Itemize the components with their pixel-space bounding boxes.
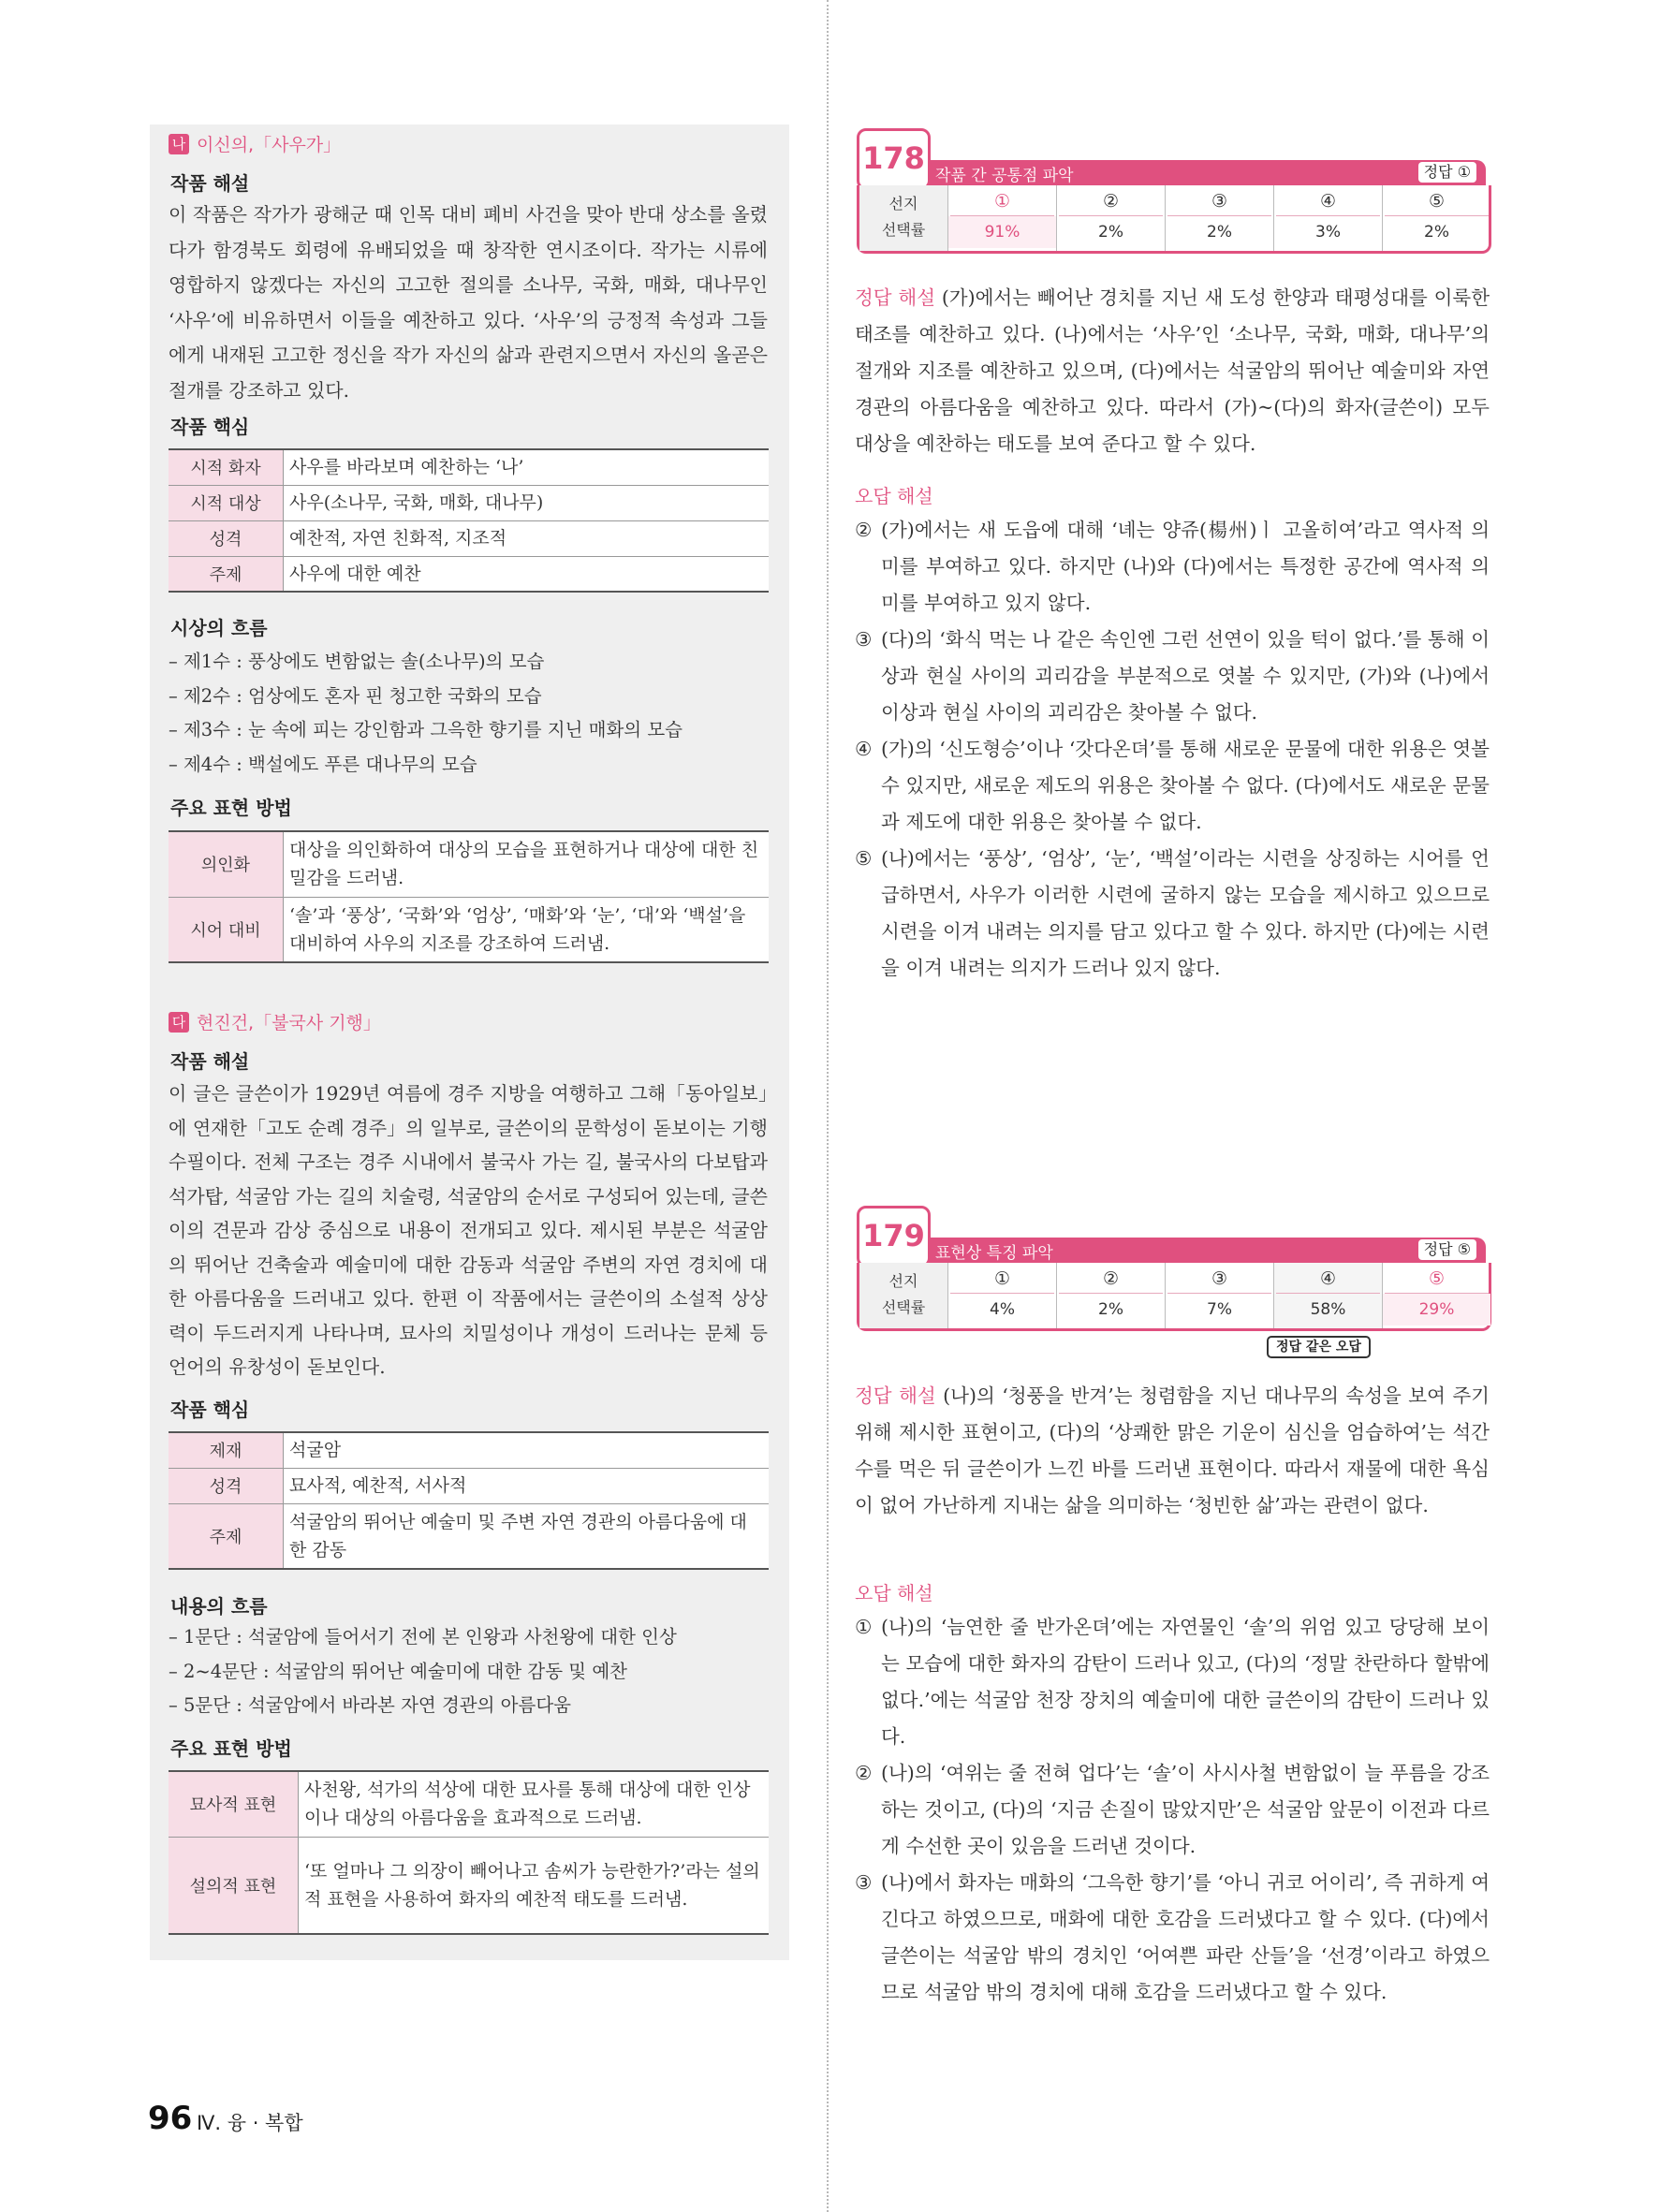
wrong-heading-179: 오답 해설 xyxy=(855,1582,933,1604)
column-divider xyxy=(827,0,829,2212)
question-number: 178 xyxy=(857,128,931,190)
choice-number: ③ xyxy=(1167,185,1271,216)
core-row xyxy=(169,1468,769,1503)
method-value: 사천왕, 석가의 석상에 대한 묘사를 통해 대상에 대한 인상이나 대상의 아름다움을 효과적으로 드러냄. xyxy=(299,1771,770,1837)
flow-heading-da: 내용의 흐름 xyxy=(170,1595,268,1618)
rate-cell xyxy=(1165,1263,1273,1328)
analysis-text-da: 이 글은 글쓴이가 1929년 여름에 경주 지방을 여행하고 그해「동아일보」에 연재한「고도 순례 경주」의 일부로, 글쓴이의 문학성이 돋보이는 기행 수필이다. 전체 구조는 경주 시내에서 불국사 가는 길, 불국사의 다보탑과 석가탑, 석굴암 가는 길의 치술령, 석굴암의 순서로 구성되어 있는데, 글쓴이의 견문과 감상 중심으로 내용이 전개되고 있다. 제시된 부분은 석굴암의 뛰어난 건축술과 예술미에 대한 감동과 석굴암 주변의 자연 경치에 대한 아름다움을 드러내고 있다. 한편 이 작품에서는 글쓴이의 소설적 상상력이 두드러지게 나타나며, 묘사의 치밀성이나 개성이 드러나는 문체 등 언어의 유창성이 돋보인다. xyxy=(169,1082,768,1378)
core-label: 제재 xyxy=(169,1432,284,1468)
flow-list-na xyxy=(169,645,777,782)
correct-text: (나)의 ‘청풍을 반겨’는 청렴함을 지닌 대나무의 속성을 보여 주기 위해 제시한 표현이고, (다)의 ‘상쾌한 맑은 기운이 심신을 엄습하여’는 석간수를 먹은 뒤 글쓴이가 느낀 바를 드러낸 표현이다. 따라서 재물에 대한 욕심이 없어 가난하게 지내는 삶을 의미하는 ‘청빈한 삶’과는 관련이 없다. xyxy=(855,1384,1490,1516)
wrong-item xyxy=(855,841,1490,987)
method-value: ‘또 얼마나 그 의장이 빼어나고 솜씨가 능란한가?’라는 설의적 표현을 사용하여 화자의 예찬적 태도를 드러냄. xyxy=(299,1837,770,1934)
same-wrong-badge: 정답 같은 오답 xyxy=(1267,1336,1371,1358)
wrong-mark: ② xyxy=(855,1762,873,1784)
choice-rate: 2% xyxy=(1207,223,1232,242)
correct-explanation-179 xyxy=(855,1378,1490,1524)
wrong-mark: ③ xyxy=(855,1871,873,1894)
rate-cell xyxy=(1382,185,1490,251)
correct-heading: 정답 해설 xyxy=(855,1384,936,1407)
rate-cell xyxy=(1165,185,1273,251)
rate-cell xyxy=(1056,1263,1165,1328)
wrong-item xyxy=(855,512,1490,622)
work-heading-na xyxy=(169,131,341,156)
flow-item: – 제4수 : 백설에도 푸른 대나무의 모습 xyxy=(169,753,477,775)
question-title: 표현상 특징 파악 xyxy=(935,1244,1053,1263)
core-value: 석굴암의 뛰어난 예술미 및 주변 자연 경관의 아름다움에 대한 감동 xyxy=(284,1503,770,1569)
core-row xyxy=(169,520,769,556)
wrong-text: (나)의 ‘늠연한 줄 반가온뎌’에는 자연물인 ‘솔’의 위엄 있고 당당해 보이는 모습에 대한 화자의 감탄이 드러나 있고, (다)의 ‘정말 찬란하다 할밖에 없다.’에는 석굴암 천장 장치의 예술미에 대한 글쓴이의 감탄이 드러나 있다. xyxy=(881,1616,1490,1748)
wrong-text: (가)에서는 새 도읍에 대해 ‘녜는 양쥬(楊州)ㅣ 고올히여’라고 역사적 의미를 부여하고 있다. 하지만 (나)와 (다)에서는 특정한 공간에 역사적 의미를 부여하고 있지 않다. xyxy=(881,519,1490,614)
rate-cell xyxy=(947,1263,1056,1328)
choice-rate: 2% xyxy=(1098,223,1123,242)
row-labels xyxy=(859,1263,947,1328)
rate-grid xyxy=(947,185,1490,251)
work-heading-da xyxy=(169,1009,381,1034)
method-value: 대상을 의인화하여 대상의 모습을 표현하거나 대상에 대한 친밀감을 드러냄. xyxy=(284,831,770,897)
method-table-da xyxy=(169,1770,769,1935)
method-value: ‘솔’과 ‘풍상’, ‘국화’와 ‘엄상’, ‘매화’와 ‘눈’, ‘대’와 ‘백설’을 대비하여 사우의 지조를 강조하여 드러냄. xyxy=(284,897,770,962)
choice-rate: 3% xyxy=(1315,223,1341,242)
method-label: 의인화 xyxy=(169,831,284,897)
core-value: 예찬적, 자연 친화적, 지조적 xyxy=(284,520,770,556)
wrong-text: (나)의 ‘여위는 줄 전혀 업다’는 ‘솔’이 사시사철 변함없이 늘 푸름을 강조하는 것이고, (다)의 ‘지금 손질이 많았지만’은 석굴암 앞문이 이전과 다르게 수선한 곳이 있음을 드러낸 것이다. xyxy=(881,1762,1490,1857)
wrong-text: (다)의 ‘화식 먹는 나 같은 속인엔 그런 선연이 있을 턱이 없다.’를 통해 이상과 현실 사이의 괴리감을 부분적으로 엿볼 수 있지만, (가)와 (나)에서 이상과 현실 사이의 괴리감은 찾아볼 수 없다. xyxy=(881,628,1490,724)
wrong-mark: ④ xyxy=(855,738,873,760)
work-tag-na: 나 xyxy=(169,134,189,154)
wrong-text: (나)에서 화자는 매화의 ‘그윽한 향기’를 ‘아니 귀코 어이리’, 즉 귀하게 여긴다고 하였으므로, 매화에 대한 호감을 드러냈다고 할 수 있다. (다)에서 글쓴이는 석굴암 밖의 경치인 ‘어여쁜 파란 산들’을 ‘선경’이라고 하였으므로 석굴암 밖의 경치에 대해 호감을 드러냈다고 할 수 있다. xyxy=(881,1871,1490,2003)
correct-explanation-178 xyxy=(855,280,1490,462)
analysis-heading-na: 작품 해설 xyxy=(170,172,250,195)
page-number: 96 xyxy=(148,2100,193,2137)
choice-number: ③ xyxy=(1167,1263,1271,1294)
rate-cell xyxy=(1056,185,1165,251)
core-row xyxy=(169,1503,769,1569)
method-row xyxy=(169,1771,769,1837)
core-row xyxy=(169,1432,769,1468)
method-label: 묘사적 표현 xyxy=(169,1771,299,1837)
rate-cell xyxy=(1382,1263,1490,1328)
row-labels xyxy=(859,185,947,251)
core-label: 주제 xyxy=(169,556,284,592)
choice-rate: 91% xyxy=(948,216,1056,248)
question-179-header xyxy=(857,1206,1490,1354)
choice-number: ④ xyxy=(1276,185,1380,216)
method-row xyxy=(169,1837,769,1934)
wrong-item xyxy=(855,622,1490,731)
core-value: 사우를 바라보며 예찬하는 ‘나’ xyxy=(284,449,770,485)
choice-rate: 29% xyxy=(1383,1294,1490,1326)
method-row xyxy=(169,831,769,897)
work-title-na: 이신의,「사우가」 xyxy=(197,135,342,155)
core-value: 석굴암 xyxy=(284,1432,770,1468)
row-label-rate: 선택률 xyxy=(881,221,926,239)
method-row xyxy=(169,897,769,962)
core-row xyxy=(169,485,769,520)
question-number: 179 xyxy=(857,1206,931,1267)
choice-rate: 7% xyxy=(1207,1300,1232,1319)
method-label: 시어 대비 xyxy=(169,897,284,962)
wrong-mark: ① xyxy=(855,1616,873,1638)
answer-badge: 정답 ① xyxy=(1418,162,1476,183)
wrong-mark: ⑤ xyxy=(855,847,873,870)
choice-number: ① xyxy=(950,1263,1054,1294)
rate-grid xyxy=(947,1263,1490,1328)
rate-cell xyxy=(947,185,1056,251)
rate-cell xyxy=(1273,1263,1382,1328)
analysis-text-na: 이 작품은 작가가 광해군 때 인목 대비 폐비 사건을 맞아 반대 상소를 올렸다가 함경북도 회령에 유배되었을 때 창작한 연시조이다. 작가는 시류에 영합하지 않겠다는 자신의 고고한 절의를 소나무, 국화, 매화, 대나무인 ‘사우’에 비유하면서 이들을 예찬하고 있다. ‘사우’의 긍정적 속성과 그들에게 내재된 고고한 정신을 작가 자신의 삶과 관련지으면서 자신의 올곧은 절개를 강조하고 있다. xyxy=(169,203,768,402)
flow-item: – 2~4문단 : 석굴암의 뛰어난 예술미에 대한 감동 및 예찬 xyxy=(169,1660,627,1682)
choice-number: ① xyxy=(950,185,1054,216)
method-heading-na: 주요 표현 방법 xyxy=(170,797,292,819)
choice-number: ④ xyxy=(1276,1263,1380,1294)
section-label: Ⅳ. 융 · 복합 xyxy=(197,2112,303,2134)
row-label-rate: 선택률 xyxy=(881,1298,926,1316)
rate-cell xyxy=(1273,185,1382,251)
core-row xyxy=(169,556,769,592)
flow-item: – 5문단 : 석굴암에서 바라본 자연 경관의 아름다움 xyxy=(169,1694,572,1716)
choice-rate: 2% xyxy=(1424,223,1449,242)
choice-number: ⑤ xyxy=(1385,1263,1489,1294)
question-178-header xyxy=(857,128,1490,276)
choice-rate: 4% xyxy=(990,1300,1015,1319)
flow-heading-na: 시상의 흐름 xyxy=(170,617,268,639)
analysis-heading-da: 작품 해설 xyxy=(170,1050,250,1073)
core-heading-da: 작품 핵심 xyxy=(170,1399,250,1421)
wrong-item xyxy=(855,1755,1490,1865)
choice-number: ⑤ xyxy=(1385,185,1489,216)
choice-number: ② xyxy=(1059,1263,1163,1294)
core-value: 사우에 대한 예찬 xyxy=(284,556,770,592)
core-label: 시적 대상 xyxy=(169,485,284,520)
row-label-choice: 선지 xyxy=(888,1272,918,1290)
flow-item: – 제1수 : 풍상에도 변함없는 솔(소나무)의 모습 xyxy=(169,651,545,672)
core-table-da xyxy=(169,1431,769,1570)
choice-number: ② xyxy=(1059,185,1163,216)
wrong-heading-178: 오답 해설 xyxy=(855,485,933,507)
selection-rate-table xyxy=(857,185,1491,254)
choice-rate: 58% xyxy=(1310,1300,1346,1319)
core-label: 주제 xyxy=(169,1503,284,1569)
flow-item: – 제3수 : 눈 속에 피는 강인함과 그윽한 향기를 지닌 매화의 모습 xyxy=(169,719,683,740)
method-heading-da: 주요 표현 방법 xyxy=(170,1737,292,1760)
wrong-text: (나)에서는 ‘풍상’, ‘엄상’, ‘눈’, ‘백설’이라는 시련을 상징하는 시어를 언급하면서, 사우가 이러한 시련에 굴하지 않는 모습을 제시하고 있으므로 시련을 이겨 내려는 의지를 담고 있다고 할 수 있다. 하지만 (다)에는 시련을 이겨 내려는 의지가 드러나 있지 않다. xyxy=(881,847,1490,979)
question-title: 작품 간 공통점 파악 xyxy=(935,167,1074,185)
core-table-na xyxy=(169,448,769,593)
work-title-da: 현진건,「불국사 기행」 xyxy=(197,1013,381,1033)
core-heading-na: 작품 핵심 xyxy=(170,416,250,438)
work-tag-da: 다 xyxy=(169,1012,189,1033)
core-value: 사우(소나무, 국화, 매화, 대나무) xyxy=(284,485,770,520)
flow-item: – 제2수 : 엄상에도 혼자 핀 청고한 국화의 모습 xyxy=(169,684,542,707)
wrong-text: (가)의 ‘신도형승’이나 ‘갓다온뎌’를 통해 새로운 문물에 대한 위용은 엿볼 수 있지만, 새로운 제도의 위용은 찾아볼 수 없다. (다)에서도 새로운 문물과 제도에 대한 위용은 찾아볼 수 없다. xyxy=(881,738,1490,833)
method-label: 설의적 표현 xyxy=(169,1837,299,1934)
core-value: 묘사적, 예찬적, 서사적 xyxy=(284,1468,770,1503)
wrong-mark: ② xyxy=(855,519,873,541)
core-row xyxy=(169,449,769,485)
flow-item: – 1문단 : 석굴암에 들어서기 전에 본 인왕과 사천왕에 대한 인상 xyxy=(169,1626,677,1648)
core-label: 성격 xyxy=(169,1468,284,1503)
correct-heading: 정답 해설 xyxy=(855,286,936,309)
core-label: 시적 화자 xyxy=(169,449,284,485)
flow-list-da xyxy=(169,1620,777,1723)
wrong-item xyxy=(855,1865,1490,2011)
choice-rate: 2% xyxy=(1098,1300,1123,1319)
core-label: 성격 xyxy=(169,520,284,556)
method-table-na xyxy=(169,830,769,963)
row-label-choice: 선지 xyxy=(888,195,918,212)
correct-text: (가)에서는 빼어난 경치를 지닌 새 도성 한양과 태평성대를 이룩한 태조를 예찬하고 있다. (나)에서는 ‘사우’인 ‘소나무, 국화, 매화, 대나무’의 절개와 지조를 예찬하고 있으며, (다)에서는 석굴암의 뛰어난 예술미와 자연 경관의 아름다움을 예찬하고 있다. 따라서 (가)~(다)의 화자(글쓴이) 모두 대상을 예찬하는 태도를 보여 준다고 할 수 있다. xyxy=(855,286,1490,455)
selection-rate-table xyxy=(857,1263,1491,1331)
wrong-mark: ③ xyxy=(855,628,873,651)
wrong-item xyxy=(855,731,1490,841)
wrong-item xyxy=(855,1609,1490,1755)
answer-badge: 정답 ⑤ xyxy=(1418,1239,1476,1260)
